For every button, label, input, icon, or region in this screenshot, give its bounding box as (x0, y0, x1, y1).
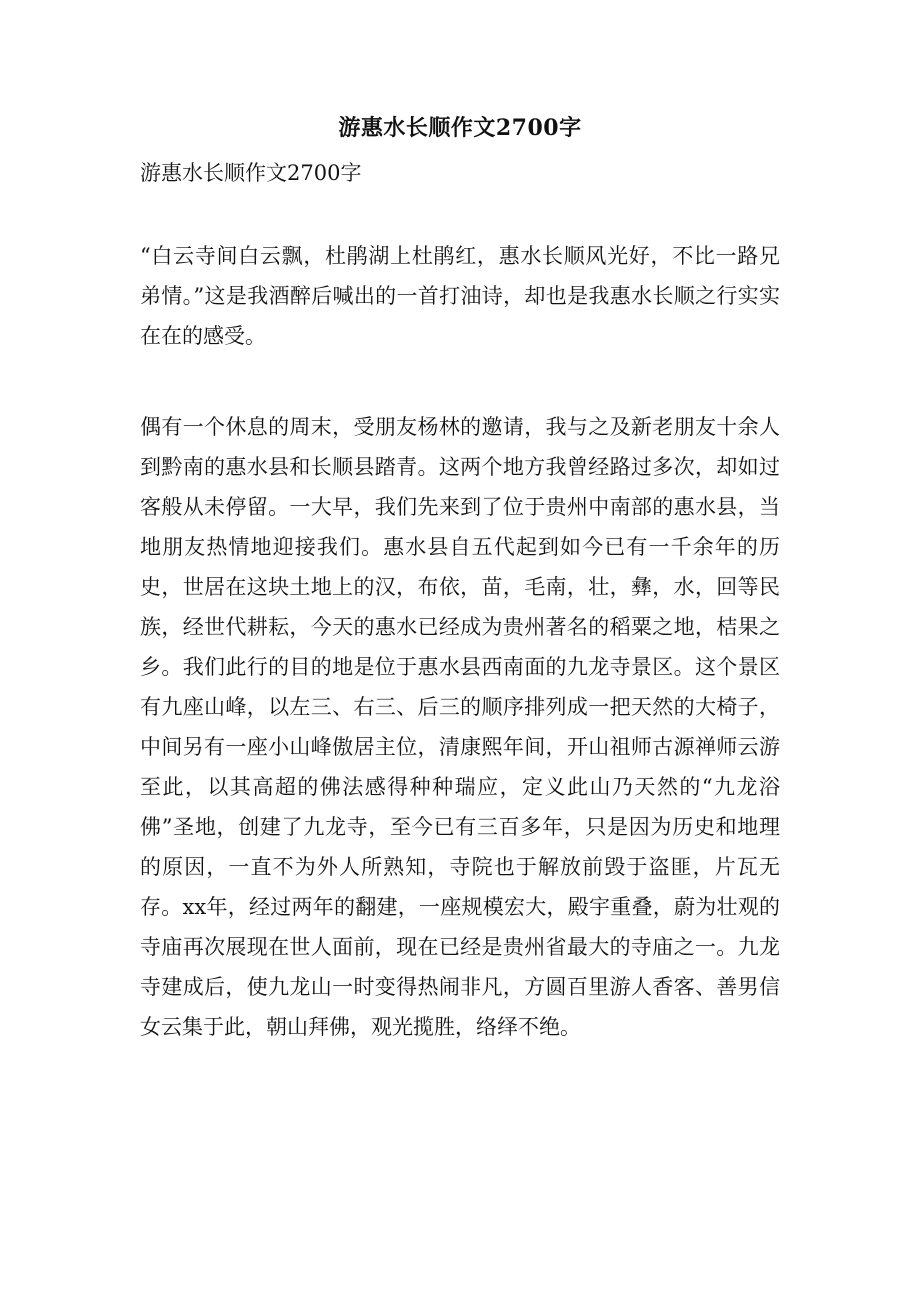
paragraph-huishui-jiulong-temple: 偶有一个休息的周末，受朋友杨林的邀请，我与之及新老朋友十余人到黔南的惠水县和长顺县踏青。这两个地方我曾经路过多次，却如过客般从未停留。一大早，我们先来到了位于贵州中南部的惠水县，当地朋友热情地迎接我们。惠水县自五代起到如今已有一千余年的历史，世居在这块土地上的汉，布依，苗，毛南，壮，彝，水，回等民族，经世代耕耘，今天的惠水已经成为贵州著名的稻粟之地，桔果之乡。我们此行的目的地是位于惠水县西南面的九龙寺景区。这个景区有九座山峰，以左三、右三、后三的顺序排列成一把天然的大椅子，中间另有一座小山峰傲居主位，清康熙年间，开山祖师古源禅师云游至此，以其高超的佛法感得种种瑞应，定义此山乃天然的“九龙浴佛”圣地，创建了九龙寺，至今已有三百多年，只是因为历史和地理的原因，一直不为外人所熟知，寺院也于解放前毁于盗匪，片瓦无存。xx年，经过两年的翻建，一座规模宏大，殿宇重叠，蔚为壮观的寺庙再次展现在世人面前，现在已经是贵州省最大的寺庙之一。九龙寺建成后，使九龙山一时变得热闹非凡，方圆百里游人香客、善男信女云集于此，朝山拜佛，观光揽胜，络绎不绝。 (140, 415, 780, 1039)
document-subtitle: 游惠水长顺作文2700字 (140, 161, 362, 185)
paragraph-intro-poem: “白云寺间白云飘，杜鹃湖上杜鹃红，惠水长顺风光好，不比一路兄弟情。”这是我酒醉后喊出的一首打油诗，却也是我惠水长顺之行实实在在的感受。 (140, 244, 780, 348)
document-title: 游惠水长顺作文2700字 (338, 115, 582, 141)
